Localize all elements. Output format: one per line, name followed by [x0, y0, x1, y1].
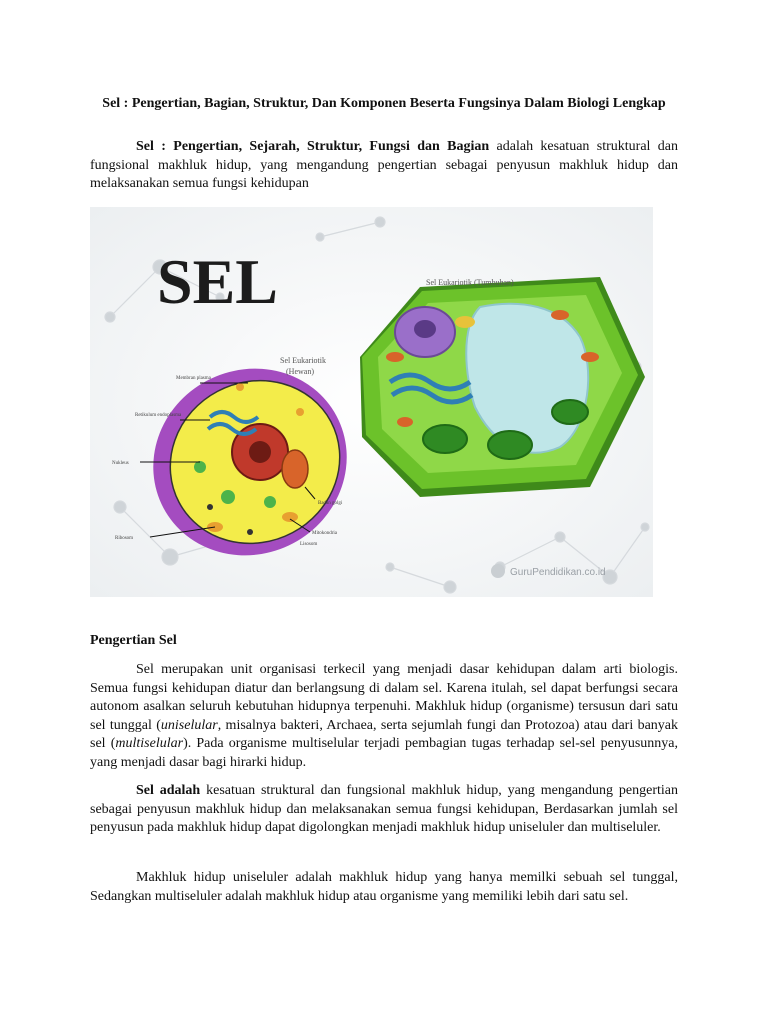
watermark-icon — [491, 564, 505, 578]
part-label-retikulum: Retikulum endoplasma — [135, 413, 182, 418]
part-label-ribosom: Ribosom — [115, 536, 134, 541]
p2-text: kesatuan struktural dan fungsional makhluk hidup, yang mengandung pengertian sebagai penyusun makhluk hidup dan melaksanakan semua fungsi kehidupan, Berdasarkan jumlah sel penyusun pada makhluk hidup dapat digolongkan menjadi makhluk hidup uniseluler dan multiseluler. — [90, 783, 679, 835]
cell-illustration — [90, 207, 653, 597]
part-label-golgi: Badan golgi — [318, 501, 343, 506]
p1-text-a: Sel merupakan unit organisasi terkecil yang menjadi dasar kehidupan dalam arti biologis. Semua fungsi kehidupan diatur dan berlangsung di dalam sel. Karena itulah, sel dapat berfungsi secara autonom asalkan seluruh kebutuhan hidupnya terpenuhi. Makhluk hidup (organisme) tersusun dari satu sel tunggal ( — [90, 662, 678, 733]
plant-cell-label: Sel Eukariotik (Tumbuhan) — [426, 278, 514, 287]
part-label-lisosom: Lisosom — [300, 542, 318, 547]
document-title: Sel : Pengertian, Bagian, Struktur, Dan Komponen Beserta Fungsinya Dalam Biologi Lengkap — [102, 96, 666, 111]
p1-italic-uniselular: uniselular — [160, 717, 218, 733]
animal-cell-label-2: (Hewan) — [286, 367, 314, 376]
sel-big-title: SEL — [157, 246, 278, 317]
part-label-nukleus: Nukleus — [112, 461, 129, 466]
intro-text: adalah kesatuan struktural dan fungsional makhluk hidup, yang mengandung pengertian sebagai penyusun makhluk hidup dan melaksanakan semua fungsi kehidupan — [90, 139, 678, 191]
p1-italic-multiselular: multiselular — [115, 736, 184, 751]
section-heading: Pengertian Sel — [90, 633, 177, 648]
intro-paragraph — [90, 138, 678, 194]
watermark-text: GuruPendidikan.co.id — [510, 567, 606, 578]
p1-text-b: , misalnya bakteri, Archaea, serta sejumlah fungi dan Protozoa) atau dari banyak sel ( — [90, 717, 678, 751]
paragraph-1 — [90, 661, 678, 772]
paragraph-2 — [90, 782, 678, 838]
intro-bold-lead: Sel : Pengertian, Sejarah, Struktur, Fungsi dan Bagian — [136, 139, 490, 154]
p2-bold-lead: Sel adalah — [136, 783, 201, 798]
p1-text-c: ). Pada organisme multiselular terjadi pembagian tugas terhadap sel-sel penyusunnya, yang menjadi dasar bagi hirarki hidup. — [90, 736, 678, 770]
part-label-membran: Membran plasma — [176, 376, 211, 381]
paragraph-3: Makhluk hidup uniseluler adalah makhluk hidup yang hanya memilki sebuah sel tunggal, Sedangkan multiseluler adalah makhluk hidup atau organisme yang memiliki lebih dari satu sel. — [90, 870, 678, 904]
part-label-mitokondria: Mitokondria — [312, 531, 337, 536]
animal-cell-label-1: Sel Eukariotik — [280, 356, 326, 365]
